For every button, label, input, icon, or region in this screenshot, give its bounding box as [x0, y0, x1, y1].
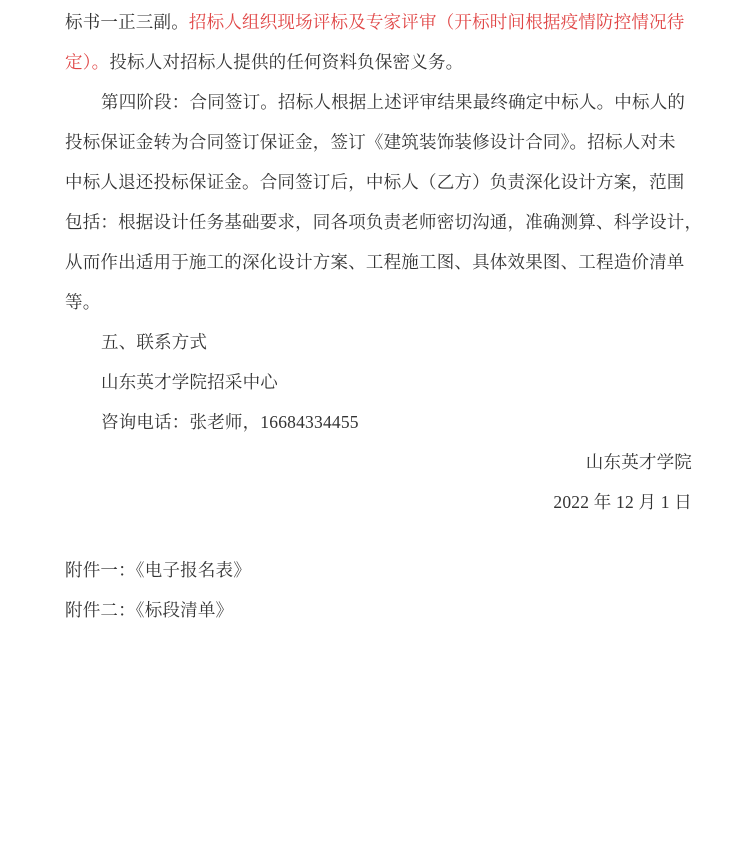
signature-date: 2022 年 12 月 1 日: [553, 492, 692, 512]
para-evaluation-line-1: [65, 2, 694, 42]
para-stage4-line-1: 第四阶段：合同签订。招标人根据上述评审结果最终确定中标人。中标人的: [101, 92, 686, 112]
evaluation-text-red-1: 招标人组织现场评标及专家评审（开标时间根据疫情防控情况待: [188, 12, 685, 32]
contact-phone: 咨询电话：张老师，16684334455: [101, 412, 359, 432]
attachment-item-2: 附件二：《标段清单》: [65, 600, 234, 620]
para-stage4-line-2: 投标保证金转为合同签订保证金，签订《建筑装饰装修设计合同》。招标人对未: [65, 132, 676, 152]
para-stage4-line-5: 从而作出适用于施工的深化设计方案、工程施工图、具体效果图、工程造价清单: [65, 252, 685, 272]
evaluation-text-red-2: 定）。: [65, 52, 110, 72]
evaluation-text-black-1: 标书一正三副。: [65, 12, 189, 32]
para-stage4-line-4: 包括：根据设计任务基础要求，同各项负责老师密切沟通，准确测算、科学设计，: [65, 212, 703, 232]
evaluation-text-black-2: 投标人对招标人提供的任何资料负保密义务。: [109, 52, 464, 72]
attachment-item-1: 附件一：《电子报名表》: [65, 560, 251, 580]
para-evaluation-line-2: [65, 42, 694, 82]
signature-organization: 山东英才学院: [585, 452, 692, 472]
para-stage4-line-6: 等。: [65, 292, 101, 312]
contact-organization: 山东英才学院招采中心: [101, 372, 278, 392]
contact-heading: 五、联系方式: [101, 332, 208, 352]
para-stage4-line-3: 中标人退还投标保证金。合同签订后，中标人（乙方）负责深化设计方案，范围: [65, 172, 685, 192]
